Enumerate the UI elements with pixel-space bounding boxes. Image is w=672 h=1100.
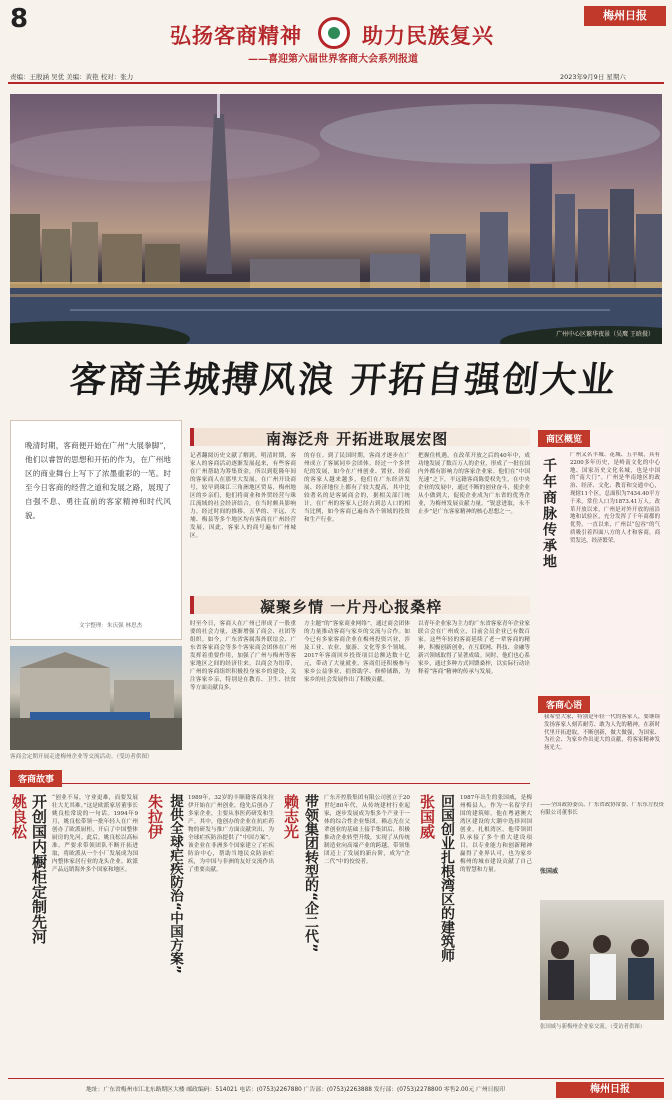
story-zhang — [418, 790, 534, 1080]
story-title: 开创国内橱柜定制先河 — [30, 794, 48, 944]
slogan-right: 助力民族复兴 — [362, 24, 494, 48]
section1-title: 南海泛舟 开拓进取展宏图 — [266, 430, 449, 448]
district-sidebar-header: 商区概览 — [538, 430, 590, 447]
story-name: 赖志光 — [282, 794, 300, 839]
slogan-left: 弘扬客商精神 — [170, 24, 302, 48]
paper-name-badge: 梅州日报 — [584, 6, 666, 26]
section2-band — [190, 596, 530, 614]
lead-author: 文字整理：朱庆强 林思杰 — [79, 623, 143, 629]
hero-photo-caption: 广州中心区繁华夜景（吴鹰 王晗摄） — [556, 331, 654, 338]
story-text: “创业不易，守业更难，而要发展壮大尤其难。”这是欧派家居董事长姚良松常说的一句话。1994年9月，姚良松带领一批年轻人在广州创办了欧派厨柜，开启了中国整体厨房的先河。此后，姚良松以高标准、严要求带领团队不断开拓进取，将欧派从一个小厂发展成为国内整体家居行业的龙头企业。欧派产品远销海外多个国家和地区。 — [52, 795, 138, 873]
footer-rule — [8, 1078, 664, 1079]
lead-intro: 晚清时期，客商便开始在广州“大展拳脚”，他们以睿智的思想和开拓的作为，在广州地区的商业舞台上写下了浓墨重彩的一笔。时至今日客商的经营之道和发展之路，展现了自强不息、勇往直前的客家精神和时代风貌。 — [25, 441, 171, 520]
section1-col2: 的存在。到了民国时期，客商才逐步在广州成立了客属同乡会团体。经过一个多世纪的发展，如今在广州创业、置业、经商的客家人越来越多，他们在广东经济发展、经济地位上都有了较大提高，其中比较著名的是客属商会的，据相关部门统计，在广州的客家人已经占到总人口的相当比例，如今客商已遍布各个领域的投资和生产行业。 — [304, 453, 410, 523]
main-headline: 客商羊城搏风浪 开拓自强创大业 — [67, 360, 619, 401]
section1-col3: 把握住机遇，在改革开放之后的40年中，成功地发展了数百万人的企业，形成了一批在国内外都有影响力的客家企业家。他们在“中国光速”之下，平远籍客商陈爱权先生，在中央企业的发展中，通过不断的创业奋斗，使企业从小做到大，促使企业成为广东省的优秀企业，为梅州发展贡献力量。“锐意进取，永不止步”是广东客家精神的核心思想之一。 — [418, 453, 530, 515]
people-meeting-photo — [540, 900, 664, 1020]
stories-header-band — [10, 770, 530, 784]
quote-sidebar — [538, 694, 664, 800]
lead-photo — [10, 646, 182, 750]
district-sidebar — [538, 428, 664, 690]
quote-sidebar-text: 我希望大家，特别是年轻一代的客家人，要继续发扬客家人刻苦耐劳、敢为人先的精神，在新时代里开拓进取，不断创新，做大做强，为国家、为社会、为家乡作出更大的贡献，将客家精神发扬光大。 — [544, 714, 660, 752]
masthead-rule — [8, 82, 664, 84]
story-zhu — [146, 790, 276, 1080]
stories-header: 客商故事 — [10, 770, 62, 787]
section2-title: 凝聚乡情 一片丹心报桑梓 — [260, 598, 443, 616]
story-text: 1987年出生的张国威，是梅州梅县人。作为一名留学归国的建筑师，他在粤港澳大湾区建设的大潮中选择回国创业，扎根湾区。他带领团队承接了多个重大建设项目，以专业能力和创新精神赢得了业界认可，也为家乡梅州的城市建设贡献了自己的智慧和力量。 — [460, 795, 532, 873]
congress-logo-icon — [318, 17, 350, 49]
lead-photo-caption: 客商会定期开展走进梅州企业等交流活动。（受访者供图） — [10, 754, 153, 760]
story-text: 广东开控股集团有限公司创立于20世纪80年代，从传统建材行业起家，逐步发展成为集多个产业于一体的综合性企业集团。赖志光在父辈创业的基础上接手集团后，积极推动企业转型升级，实现了从传统制造业向高端产业的跨越，带领集团迈上了发展的新台阶，成为“企二代”中的佼佼者。 — [324, 795, 410, 865]
lead-box — [10, 420, 182, 640]
page-number: 8 — [10, 4, 29, 34]
footer-logo: 梅州日报 — [556, 1082, 664, 1098]
skyline-illustration — [10, 94, 662, 344]
section1-col1: 记者翻阅历史文献了解到，明清时期，客家人的客商活动逐渐发展起来，有些客商在广州帮助为筹集资金，所以到乾隆年间的客家商人在那里大发展，在广州开设商号，较早到珠江三角洲地区贸易，梅州地区的乡亲们，他们将商业和外贸经营与珠江流域的社会经济结合，在当时颇具影响力。经过时间的推移，五华的、平远、大埔、梅县等多个地区均有客商在广州经营发展，因此，客家人的商号遍布广州城区。 — [190, 453, 296, 539]
quote-signature: ——全国政协委员、广东省政协常委、广东东方投资有限公司董事长 — [540, 802, 664, 816]
quote-signature-name: 张国威 — [540, 868, 559, 875]
story-name: 朱拉伊 — [146, 794, 164, 839]
story-title: 回国创业扎根湾区的建筑师 — [439, 794, 455, 962]
masthead-subtitle: ——喜迎第六届世界客商大会系列报道 — [248, 54, 418, 65]
footer-address: 地址：广东省梅州市江北东路期区大楼 邮政编码：514021 电话：(0753)2267880 广告部：(0753)2263888 发行部：(0753)2278800 零售2.00元 广州日报印 — [86, 1087, 506, 1093]
story-title: 带领集团转型的“企二代” — [303, 794, 319, 953]
story-name: 张国威 — [418, 794, 436, 839]
quote-sidebar-header: 客商心语 — [538, 696, 590, 713]
editor-credits: 责编：王殷涵 吴优 美编：黄艳 校对：张力 — [10, 73, 134, 81]
section2-col1: 时至今日，客商人在广州已形成了一股重要的社会力量，逐渐增强了商会、社团等组织。如今，广东省客属海外联谊会、广东省客家商会等多个客家商会团体在广州发挥着重要作用，加强了广州与梅州等客家地区之间的经济往来。以商会为纽带，广州的客商组织积极投身家乡的建设，关注客家乡亲，特别是在教育、卫生、扶贫等方面贡献良多。 — [190, 621, 296, 691]
story-title: 提供全球疟疾防治“中国方案” — [167, 794, 183, 974]
zhang-photo-caption: 张国威与新梅州企业家交流。（受访者供图） — [540, 1024, 646, 1030]
masthead — [0, 0, 672, 88]
issue-date: 2023年9月9日 星期六 — [560, 73, 626, 81]
building-group-photo — [10, 646, 182, 750]
story-yao — [10, 790, 140, 1080]
section2-col3: 以青年企业家为主力的广东省客家青年企业家联合会在广州成立，目前会员企业已有数百家。这些年轻的客商延续了老一辈客商的精神，积极创新创业，在互联网、科技、金融等新兴领域取得了显著成绩。同时，他们也心系家乡，通过多种方式回馈桑梓，以实际行动诠释着“客商”精神的传承与发展。 — [418, 621, 530, 675]
district-sidebar-title: 千年商脉传承地 — [541, 458, 557, 570]
section1-band — [190, 428, 530, 446]
district-sidebar-text: 广州又名羊城、花城、五羊城，具有2200多年历史，是岭南文化的中心地、国家历史文化名城，也是中国的“南大门”。广州是华南地区的政治、经济、文化、教育和交通中心，现辖11个区，总面积为7434.40平方千米，常住人口为1873.41万人。改革开放以来，广州是对外开放的前沿地和试验区，充分发挥了千年商都的优势。一直以来，广州以“包容”的气质吸引着四面八方的人才和客商，商贸发达，经济繁荣。 — [570, 452, 660, 544]
quote-signature-block — [540, 802, 664, 898]
story-lai — [282, 790, 412, 1080]
zhang-meeting-photo — [540, 900, 664, 1020]
hero-photo — [10, 94, 662, 344]
section2-col2: 方主题”的“客家商业网络”，通过商会团体的力量推动客商与家乡的交流与合作。如今已有多家客商企业在梅州投资兴业，涉及工业、农业、旅游、文化等多个领域。2017年客商回乡投资项目总额达数十亿元，带动了大量就业。客商们还积极参与家乡公益事业，捐资助学、修桥铺路，为家乡的社会发展作出了积极贡献。 — [304, 621, 410, 683]
story-name: 姚良松 — [10, 794, 28, 839]
story-text: 1989年，32岁的丰顺籍客商朱拉伊开始在广州创业，他先后创办了多家企业，主要从事医药研发和生产。其中，他创办的企业在抗疟药物的研发与推广方面贡献突出，为全球疟疾防治提供了“中国方案”。该企业在非洲多个国家建立了疟疾防治中心，帮助当地民众防治疟疾，为中国与非洲的友好交流作出了重要贡献。 — [188, 795, 274, 873]
